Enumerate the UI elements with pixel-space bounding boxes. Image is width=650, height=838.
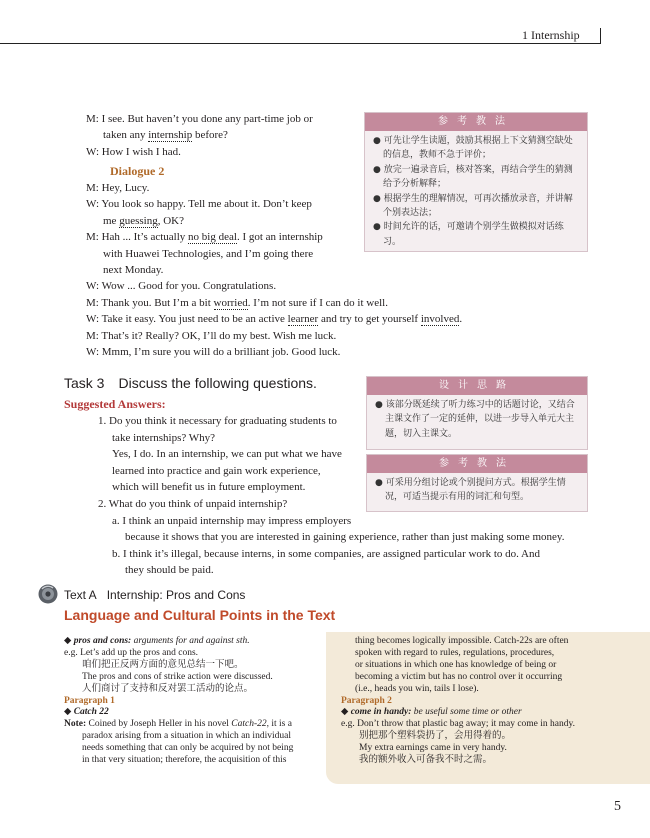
page-number: 5	[614, 799, 621, 814]
text-a-title: Internship: Pros and Cons	[106, 588, 246, 602]
dialogue-line: M: That’s it? Really? OK, I’ll do my best. Wish me luck.	[86, 329, 337, 342]
box-body	[365, 131, 587, 253]
task-title: Discuss the following questions.	[118, 375, 317, 391]
dialogue-line: M: Thank you. But I’m a bit worried. I’m not sure if I can do it well.	[86, 296, 388, 309]
entry-line: spoken with regard to rules, regulations, procedures,	[355, 647, 555, 658]
suggested-answers-label: Suggested Answers:	[64, 397, 166, 411]
answer-line: which will benefit us in future employment.	[112, 481, 306, 494]
teaching-tips-box	[364, 112, 588, 252]
dialogue-line: W: Mmm, I’m sure you will do a brilliant job. Good luck.	[86, 346, 341, 359]
dialogue-line: taken any internship before?	[103, 129, 228, 142]
box-body	[367, 473, 587, 509]
box-heading: 设计思路	[367, 377, 587, 395]
dialogue-line: W: Wow ... Good for you. Congratulations.	[86, 280, 277, 293]
header-rule	[0, 43, 600, 44]
entry-heading: ◆ Catch 22	[64, 707, 109, 718]
task-label: Task 3	[64, 375, 105, 391]
entry-line: 我的额外收入可备我不时之需。	[359, 755, 493, 766]
box-bullet: ● 该部分既延续了听力练习中的话题讨论，又结合主课文作了一定的延伸，以进一步导入单元大主题，切入主课文。	[375, 400, 575, 439]
entry-line: My extra earnings came in very handy.	[359, 743, 507, 754]
entry-line: Note: Coined by Joseph Heller in his novel Catch-22, it is a	[64, 719, 292, 730]
answer-line: learned into practice and gain work experience,	[112, 464, 321, 477]
task-3-heading	[64, 375, 317, 391]
paragraph-label: Paragraph 1	[64, 695, 115, 706]
entry-line: needs something that can only be acquired by not being	[82, 743, 294, 754]
design-rationale-box	[366, 376, 588, 450]
dialogue-line: W: Take it easy. You just need to be an active learner and try to get yourself involved.	[86, 313, 463, 326]
paragraph-label: Paragraph 2	[341, 695, 392, 706]
dialogue-2-title: Dialogue 2	[110, 164, 165, 178]
text-a-heading	[64, 588, 245, 602]
entry-heading: ◆ pros and cons: arguments for and against sth.	[64, 636, 250, 646]
entry-line: The pros and cons of strike action were discussed.	[82, 671, 273, 682]
answer-line: they should be paid.	[125, 564, 214, 577]
box-bullet: ● 可采用分组讨论或个别提问方式。根据学生情况，可适当提示有用的词汇和句型。	[375, 478, 566, 503]
box-bullet: ● 根据学生的理解情况，可再次播放录音，并讲解个别表达法；	[373, 193, 573, 219]
vocab-involved: involved	[420, 313, 460, 326]
dialogue-line: M: I see. But haven’t you done any part-time job or	[86, 113, 313, 125]
answer-line: b. I think it’s illegal, because interns, in some companies, are assigned particular work to do. And	[112, 547, 540, 560]
entry-heading: ◆ come in handy: be useful some time or other	[341, 707, 522, 718]
entry-line: in that very situation; therefore, the acquisition of this	[82, 755, 287, 766]
box-body	[367, 395, 587, 445]
dialogue-line: M: Hey, Lucy.	[86, 182, 150, 194]
teaching-tips-box-2	[366, 454, 588, 512]
dialogue-line: with Huawei Technologies, and I’m going there	[103, 247, 314, 260]
dialogue-line: W: You look so happy. Tell me about it. Don’t keep	[86, 198, 312, 211]
running-title: 1 Internship	[522, 28, 580, 42]
box-heading: 参考教法	[367, 455, 587, 473]
box-bullet: ● 时间允许的话，可邀请个别学生做模拟对话练习。	[373, 222, 564, 247]
answer-line: because it shows that you are interested in gaining experience, rather than just making some money.	[125, 531, 565, 544]
entry-line: (i.e., heads you win, tails I lose).	[355, 683, 479, 694]
answer-line: 1. Do you think it necessary for graduating students to	[98, 415, 337, 427]
answer-line: take internships? Why?	[112, 431, 216, 444]
entry-line: 别把那个塑料袋扔了，会用得着的。	[359, 731, 512, 742]
entry-line: thing becomes logically impossible. Catch-22s are often	[355, 636, 569, 646]
notes-left-column	[64, 636, 324, 767]
answer-line: 2. What do you think of unpaid internship?	[98, 497, 288, 510]
answer-line: a. I think an unpaid internship may impress employers	[112, 514, 352, 527]
dialogue-line: M: Hah ... It’s actually no big deal. I got an internship	[86, 231, 323, 244]
box-heading: 参考教法	[365, 113, 587, 131]
entry-line: or situations in which one has knowledge of being or	[355, 659, 557, 670]
vocab-internship: internship	[148, 129, 193, 142]
entry-line: e.g. Don’t throw that plastic bag away; it may come in handy.	[341, 719, 576, 730]
entry-line: 人们商讨了支持和反对罢工活动的论点。	[82, 683, 254, 694]
dialogue-line: me guessing, OK?	[103, 214, 184, 227]
vocab-no-big-deal: no big deal	[188, 231, 237, 244]
dialogue-line: W: How I wish I had.	[86, 145, 181, 158]
entry-line: 咱们把正反两方面的意见总结一下吧。	[82, 659, 244, 670]
vocab-worried: worried	[213, 296, 248, 309]
header-rule-tick	[600, 28, 601, 44]
vocab-learner: learner	[287, 313, 319, 326]
text-a-label: Text A	[64, 588, 97, 602]
entry-line: paradox arising from a situation in which an individual	[82, 731, 291, 742]
notes-right-column	[341, 636, 641, 767]
audio-disc-icon	[38, 584, 58, 604]
box-bullet: ● 放完一遍录音后，核对答案，再结合学生的猜测给予分析解释；	[373, 164, 573, 190]
section-subtitle: Language and Cultural Points in the Text	[64, 607, 336, 623]
entry-line: e.g. Let’s add up the pros and cons.	[64, 647, 199, 658]
entry-line: becoming a victim but has no control over it occurring	[355, 671, 563, 682]
dialogue-line: next Monday.	[103, 264, 164, 277]
dialogue-1	[86, 111, 361, 160]
vocab-guessing: guessing	[119, 214, 158, 227]
box-bullet: ● 可先让学生读题，鼓励其根据上下文猜测空缺处的信息，教师不急于评价；	[373, 136, 573, 161]
answer-line: Yes, I do. In an internship, we can put what we have	[112, 448, 342, 461]
